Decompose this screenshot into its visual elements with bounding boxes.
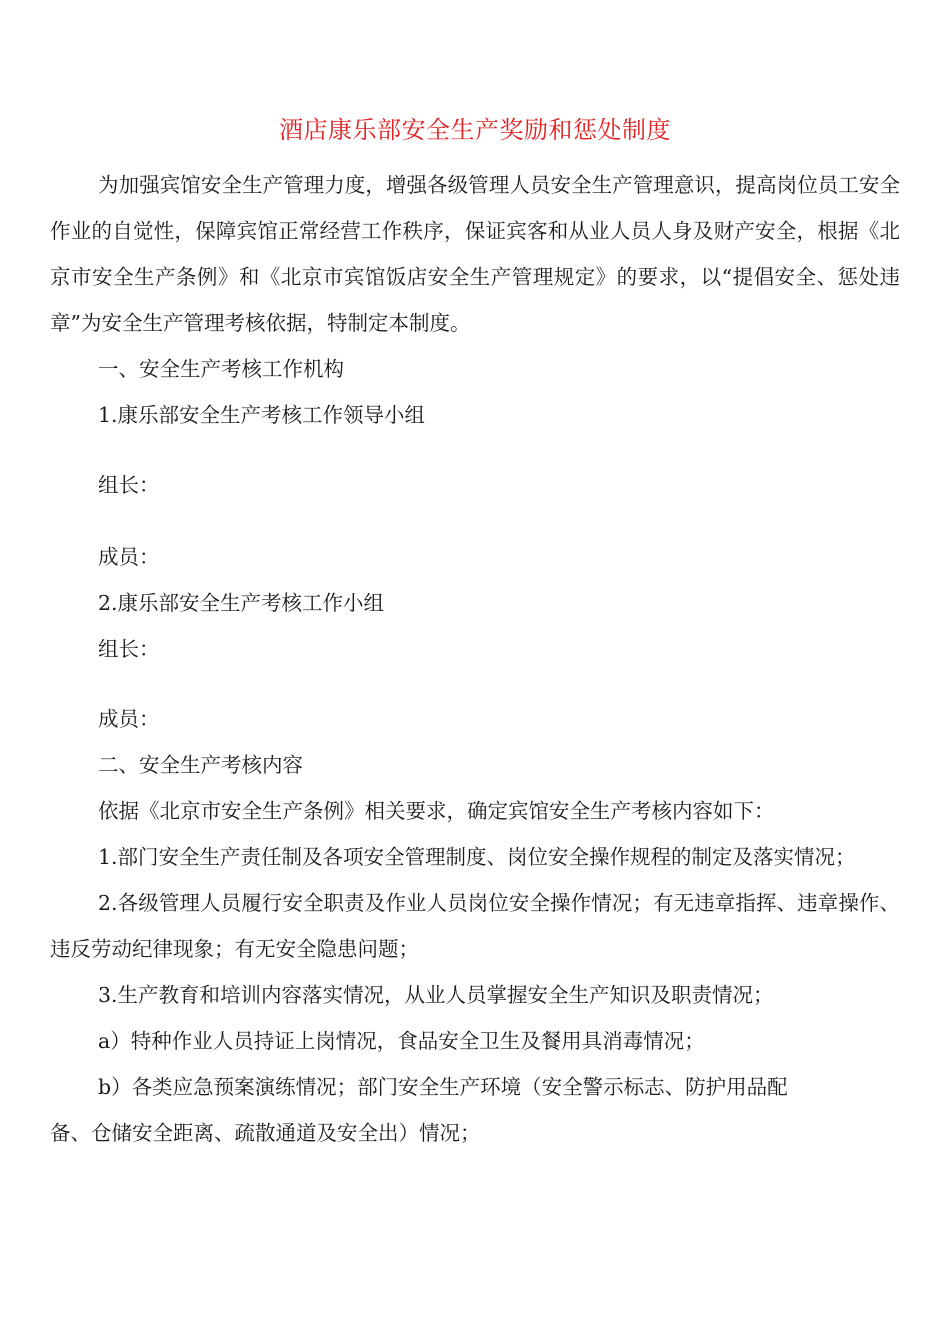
content-intro: 依据《北京市安全生产条例》相关要求，确定宾馆安全生产考核内容如下： [98,799,775,823]
content-item-b-line1: b）各类应急预案演练情况；部门安全生产环境（安全警示标志、防护用品配 [98,1075,788,1099]
section-heading-content: 二、安全生产考核内容 [98,753,303,777]
content-item-b-line2: 备、仓储安全距离、疏散通道及安全出）情况； [50,1121,481,1145]
work-group-members: 成员： [98,707,160,731]
content-item-3: 3.生产教育和培训内容落实情况，从业人员掌握安全生产知识及职责情况； [98,983,774,1007]
leadership-group-leader: 组长： [98,473,160,497]
document-title: 酒店康乐部安全生产奖励和惩处制度 [279,116,671,144]
content-item-1: 1.部门安全生产责任制及各项安全管理制度、岗位安全操作规程的制定及落实情况； [98,845,856,869]
leadership-group-members: 成员： [98,545,160,569]
section-heading-organization: 一、安全生产考核工作机构 [98,357,344,381]
leadership-group-item: 1.康乐部安全生产考核工作领导小组 [98,403,426,427]
work-group-leader: 组长： [98,637,160,661]
work-group-item: 2.康乐部安全生产考核工作小组 [98,591,385,615]
intro-paragraph: 为加强宾馆安全生产管理力度，增强各级管理人员安全生产管理意识，提高岗位员工安全作业的自觉性，保障宾馆正常经营工作秩序，保证宾客和从业人员人身及财产安全，根据《北京市安全生产条例》和《北京市宾馆饭店安全生产管理规定》的要求，以“提倡安全、惩处违章”为安全生产管理考核依据，特制定本制度。 [50,173,900,335]
content-item-a: a）特种作业人员持证上岗情况，食品安全卫生及餐用具消毒情况； [98,1029,705,1053]
document-body [50,162,900,1156]
content-item-2: 2.各级管理人员履行安全职责及作业人员岗位安全操作情况；有无违章指挥、违章操作、违反劳动纪律现象；有无安全隐患问题； [50,891,900,961]
